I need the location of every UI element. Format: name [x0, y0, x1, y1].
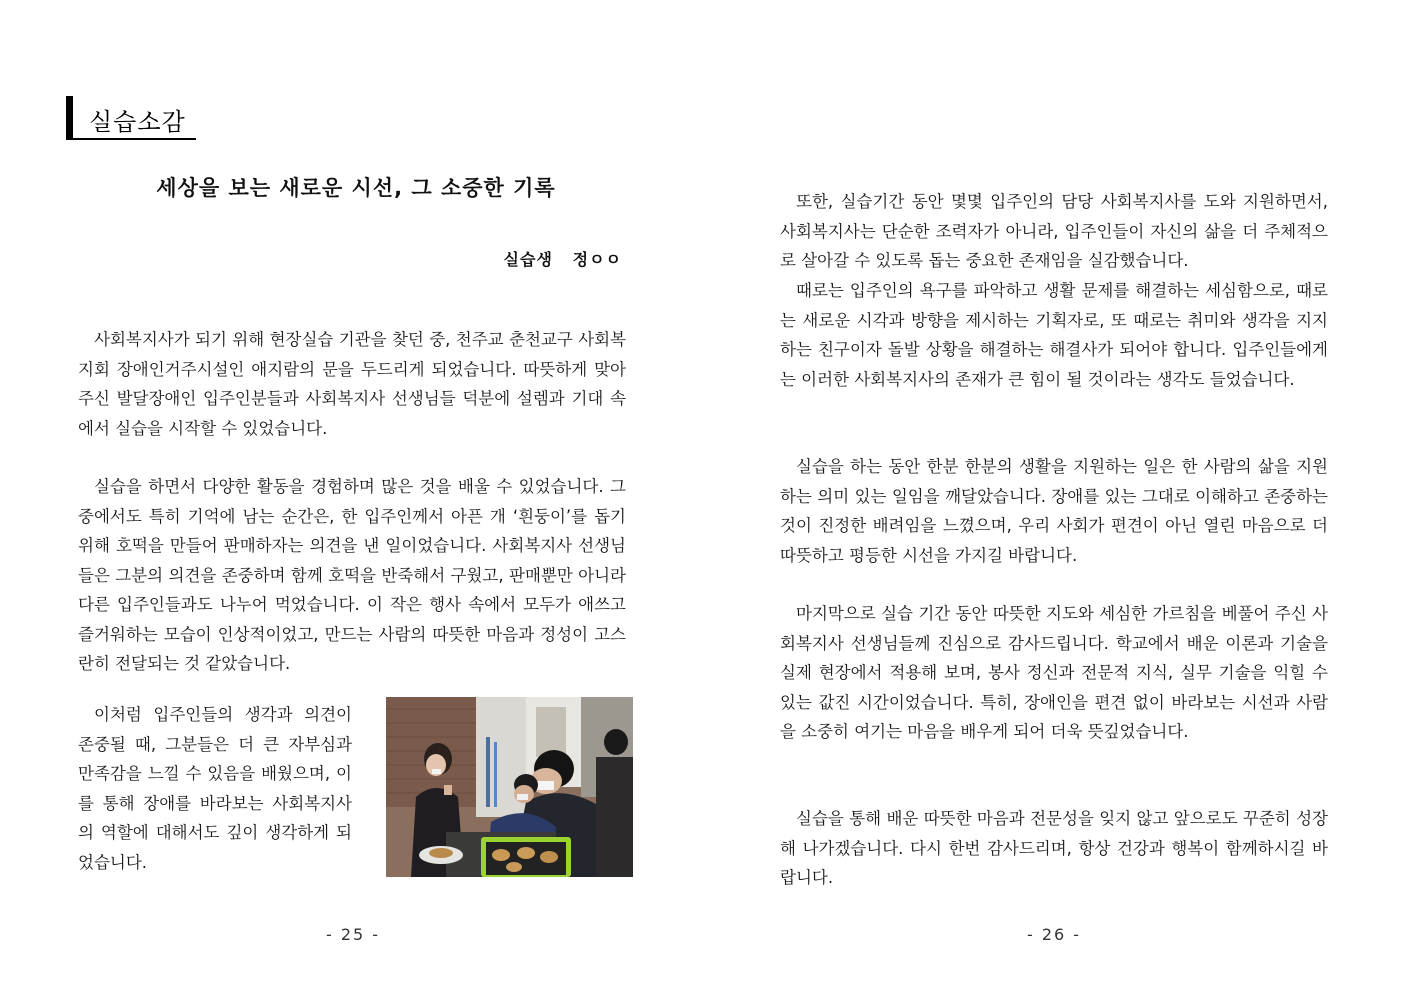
paragraph-5: 때로는 입주인의 욕구를 파악하고 생활 문제를 해결하는 세심함으로, 때로는 새로운 시각과 방향을 제시하는 기획자로, 또 때로는 취미와 생각을 지지하는 친구이자 돌발 상황을 해결하는 해결사가 되어야 합니다. 입주인들에게는 이러한 사회복지사의 존재가 큰 힘이 될 것이라는 생각도 들었습니다.: [780, 281, 1328, 389]
page-number-right: - 26 -: [1027, 925, 1082, 944]
right-page: [702, 0, 1403, 992]
article-title: 세상을 보는 새로운 시선, 그 소중한 기록: [156, 176, 556, 200]
paragraph-6: 실습을 하는 동안 한분 한분의 생활을 지원하는 일은 한 사람의 삶을 지원하는 의미 있는 일임을 깨달았습니다. 장애를 있는 그대로 이해하고 존중하는 것이 진정한 배려임을 느꼈으며, 우리 사회가 편견이 아닌 열린 마음으로 더 따뜻하고 평등한 시선을 가지길 바랍니다.: [780, 457, 1328, 565]
section-header-bar: [66, 96, 73, 140]
section-label: 실습소감: [89, 108, 186, 136]
page-number-left: - 25 -: [326, 925, 381, 944]
paragraph-4: 또한, 실습기간 동안 몇몇 입주인의 담당 사회복지사를 도와 지원하면서, 사회복지사는 단순한 조력자가 아니라, 입주인들이 자신의 삶을 더 주체적으로 살아갈 수 있도록 돕는 중요한 존재임을 실감했습니다.: [780, 192, 1328, 270]
left-page: [0, 0, 700, 992]
author-line: 실습생 정ㅇㅇ: [503, 250, 622, 269]
section-header-underline: [66, 138, 196, 140]
paragraph-1: 사회복지사가 되기 위해 현장실습 기관을 찾던 중, 천주교 춘천교구 사회복지회 장애인거주시설인 애지람의 문을 두드리게 되었습니다. 따뜻하게 맞아주신 발달장애인 입주인분들과 사회복지사 선생님들 덕분에 설렘과 기대 속에서 실습을 시작할 수 있었습니다.: [78, 330, 626, 438]
section-header: [66, 96, 196, 140]
paragraph-7: 마지막으로 실습 기간 동안 따뜻한 지도와 세심한 가르침을 베풀어 주신 사회복지사 선생님들께 진심으로 감사드립니다. 학교에서 배운 이론과 기술을 실제 현장에서 적용해 보며, 봉사 정신과 전문적 지식, 실무 기술을 익힐 수 있는 값진 시간이었습니다. 특히, 장애인을 편견 없이 바라보는 시선과 사람을 소중히 여기는 마음을 배우게 되어 더욱 뜻깊었습니다.: [780, 604, 1328, 741]
activity-photo: [386, 697, 633, 877]
paragraph-8: 실습을 통해 배운 따뜻한 마음과 전문성을 잊지 않고 앞으로도 꾸준히 성장해 나가겠습니다. 다시 한번 감사드리며, 항상 건강과 행복이 함께하시길 바랍니다.: [780, 809, 1328, 887]
paragraph-3: 이처럼 입주인들의 생각과 의견이 존중될 때, 그분들은 더 큰 자부심과 만족감을 느낄 수 있음을 배웠으며, 이를 통해 장애를 바라보는 사회복지사의 역할에 대해서도 깊이 생각하게 되었습니다.: [78, 705, 352, 872]
paragraph-2: 실습을 하면서 다양한 활동을 경험하며 많은 것을 배울 수 있었습니다. 그중에서도 특히 기억에 남는 순간은, 한 입주인께서 아픈 개 ‘흰둥이’를 돕기 위해 호떡을 만들어 판매하자는 의견을 낸 일이었습니다. 사회복지사 선생님들은 그분의 의견을 존중하며 함께 호떡을 반죽해서 구웠고, 판매뿐만 아니라 다른 입주인들과도 나누어 먹었습니다. 이 작은 행사 속에서 모두가 애쓰고 즐거워하는 모습이 인상적이었고, 만드는 사람의 따뜻한 마음과 정성이 고스란히 전달되는 것 같았습니다.: [78, 477, 626, 673]
